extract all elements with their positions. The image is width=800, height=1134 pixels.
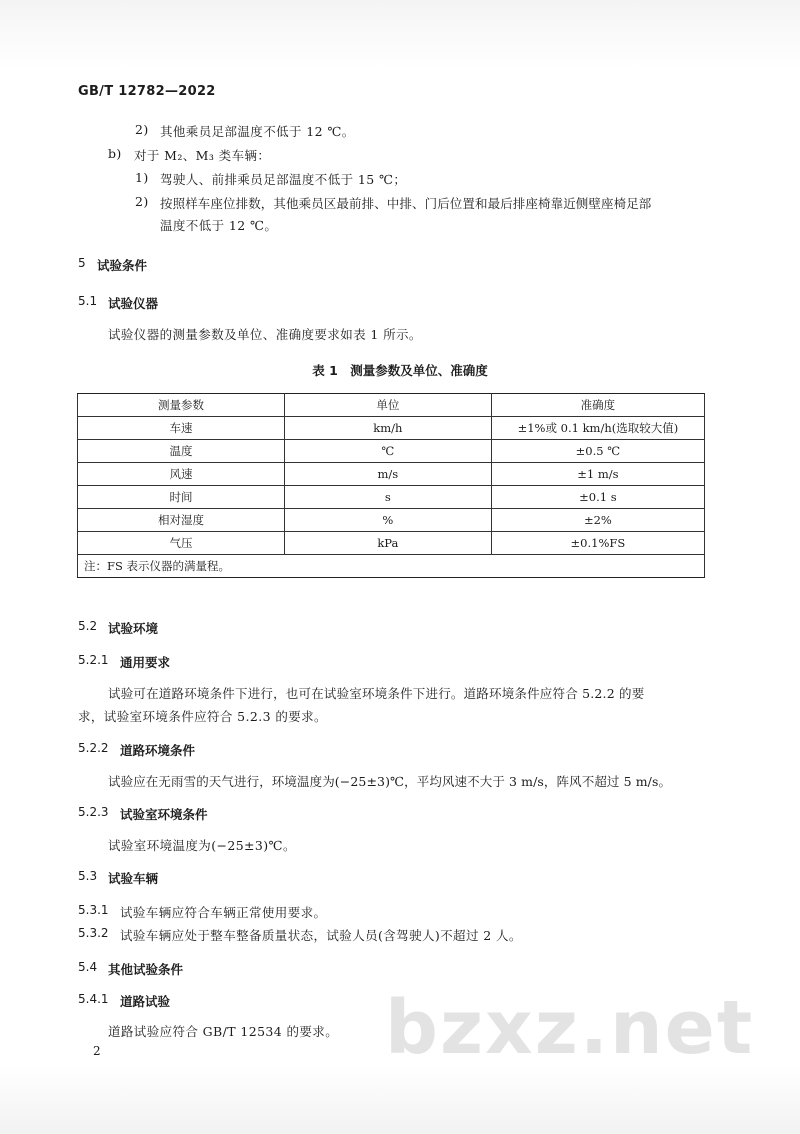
list-marker: 1): [135, 170, 149, 185]
table-cell: 相对湿度: [78, 509, 285, 532]
section-title: 其他试验条件: [108, 962, 184, 977]
table-cell: ±2%: [491, 509, 704, 532]
paragraph: 试验可在道路环境条件下进行，也可在试验室环境条件下进行。道路环境条件应符合 5.2.2 的要: [108, 686, 645, 701]
watermark-text: bzxz.net: [385, 985, 755, 1071]
table-row: [78, 463, 705, 486]
table-cell: 时间: [78, 486, 285, 509]
paragraph: 试验仪器的测量参数及单位、准确度要求如表 1 所示。: [108, 327, 422, 342]
table-cell: %: [284, 509, 491, 532]
table-header-cell: 单位: [284, 394, 491, 417]
table-cell: ±1 m/s: [491, 463, 704, 486]
section-number: 5.3.1: [78, 903, 109, 917]
section-number: 5.2.1: [78, 653, 109, 667]
table-cell: ±0.5 ℃: [491, 440, 704, 463]
list-item-text: 按照样车座位排数，其他乘员区最前排、中排、门后位置和最后排座椅靠近侧壁座椅足部: [160, 196, 652, 211]
table-cell: ±0.1 s: [491, 486, 704, 509]
section-number: 5.3.2: [78, 926, 109, 940]
table-row: [78, 440, 705, 463]
table-cell: km/h: [284, 417, 491, 440]
table-cell: 车速: [78, 417, 285, 440]
clause-text: 试验车辆应符合车辆正常使用要求。: [120, 905, 327, 920]
list-item-text: 温度不低于 12 ℃。: [160, 218, 278, 233]
section-number: 5.4: [78, 960, 98, 974]
list-marker: 2): [135, 194, 149, 209]
section-title: 道路试验: [120, 994, 171, 1009]
section-title: 试验条件: [97, 258, 148, 273]
table-cell: 温度: [78, 440, 285, 463]
list-marker: 2): [135, 122, 149, 137]
table-header-cell: 准确度: [491, 394, 704, 417]
section-number: 5.2.2: [78, 741, 109, 755]
section-title: 试验室环境条件: [120, 807, 208, 822]
measurement-table: [77, 393, 705, 578]
standard-number: GB/T 12782—2022: [78, 84, 216, 99]
table-row: [78, 532, 705, 555]
table-cell: 风速: [78, 463, 285, 486]
section-title: 试验仪器: [108, 296, 159, 311]
table-cell: m/s: [284, 463, 491, 486]
section-number: 5.1: [78, 294, 98, 308]
table-row: [78, 509, 705, 532]
table-cell: ±0.1%FS: [491, 532, 704, 555]
paragraph: 试验室环境温度为(−25±3)℃。: [108, 838, 296, 853]
section-number: 5.3: [78, 869, 98, 883]
section-number: 5: [78, 256, 86, 270]
list-item-text: 对于 M₂、M₃ 类车辆：: [134, 148, 271, 163]
table-cell: ℃: [284, 440, 491, 463]
section-number: 5.2: [78, 619, 98, 633]
table-header-cell: 测量参数: [78, 394, 285, 417]
page-number: 2: [93, 1044, 101, 1058]
table-row: [78, 486, 705, 509]
paragraph: 试验应在无雨雪的天气进行，环境温度为(−25±3)℃，平均风速不大于 3 m/s，阵风不超过 5 m/s。: [108, 774, 672, 789]
paragraph: 道路试验应符合 GB/T 12534 的要求。: [108, 1024, 339, 1039]
section-title: 试验环境: [108, 621, 159, 636]
table-cell: 气压: [78, 532, 285, 555]
section-title: 道路环境条件: [120, 743, 196, 758]
table-cell: s: [284, 486, 491, 509]
table-note: 注：FS 表示仪器的满量程。: [78, 555, 705, 578]
table-cell: kPa: [284, 532, 491, 555]
table-caption: 表 1 测量参数及单位、准确度: [312, 363, 488, 378]
section-title: 通用要求: [120, 655, 171, 670]
table-note-row: [78, 555, 705, 578]
list-marker: b): [108, 146, 122, 161]
clause-text: 试验车辆应处于整车整备质量状态，试验人员(含驾驶人)不超过 2 人。: [120, 928, 522, 943]
section-number: 5.4.1: [78, 992, 109, 1006]
table-cell: ±1%或 0.1 km/h(选取较大值): [491, 417, 704, 440]
list-item-text: 驾驶人、前排乘员足部温度不低于 15 ℃；: [160, 172, 407, 187]
paragraph: 求，试验室环境条件应符合 5.2.3 的要求。: [78, 709, 327, 724]
section-number: 5.2.3: [78, 805, 109, 819]
list-item-text: 其他乘员足部温度不低于 12 ℃。: [160, 124, 355, 139]
section-title: 试验车辆: [108, 871, 159, 886]
table-header-row: [78, 394, 705, 417]
table-row: [78, 417, 705, 440]
